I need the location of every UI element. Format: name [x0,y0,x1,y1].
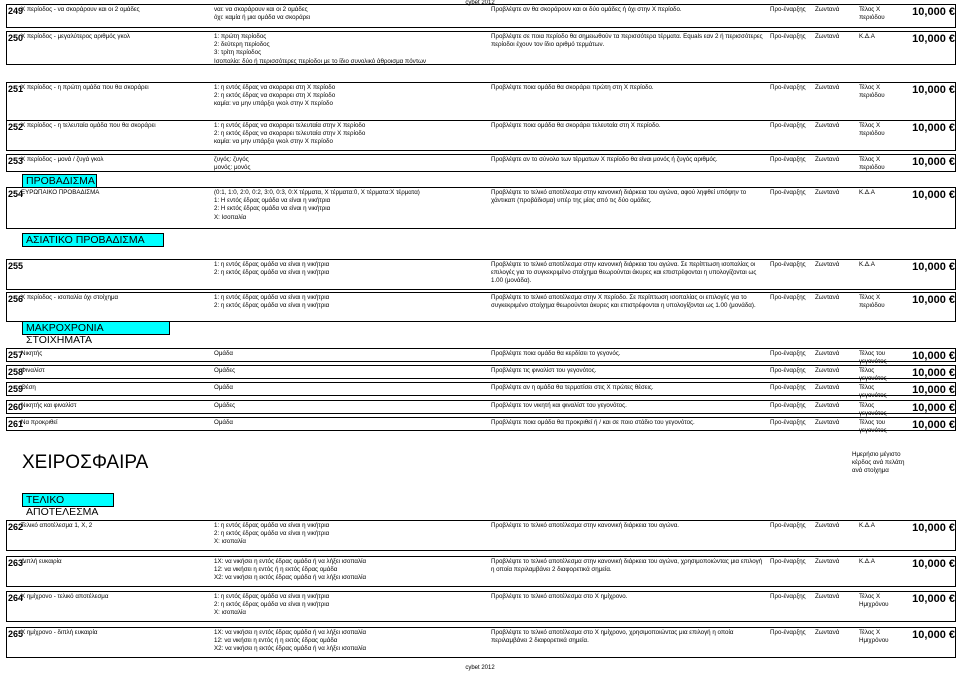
row-explanation: Προβλέψτε το τελικό αποτέλεσμα στην κανονική διάρκεια του αγώνα. Σε περίπτωση ισοπαλίας οι επιλογές για το συγκεκριμένο στοίχημα θεωρούνται άκυρες και επιστρέφονται η υπολογίζονται ως 1.00 (μονάδα). [491,261,757,285]
row-options: 1: η εντός έδρας ομάδα να είναι η νικήτρια 2: η εκτός έδρας ομάδα να είναι η νικήτρια [214,261,330,277]
row-status-pre: Προ-έναρξης [770,350,806,357]
row-status-end: Τέλος Χ περιόδου [859,122,885,138]
row-status-pre: Προ-έναρξης [770,189,806,196]
row-number: 254 [8,189,24,199]
table-row [6,417,956,435]
row-status-live: Ζωντανά [815,522,840,529]
row-status-end: Κ.Δ.Α [859,261,875,268]
row-options: 1: πρώτη περίοδος 2: δεύτερη περίοδος 3: τρίτη περίοδος Ισοπαλία: δύο ή περισσότερες περίοδοι με το ίδιο συνολικό άθροισμα πόντων [214,33,427,65]
page-footer: cybet 2012 [465,665,495,671]
row-status-end: Τέλος γεγονότος [859,367,887,383]
row-status-live: Ζωντανά [815,122,840,129]
row-max-payout: 10,000 € [912,367,955,379]
row-status-pre: Προ-έναρξης [770,122,806,129]
row-description: Χ ημίχρονο - τελικό αποτέλεσμα [21,593,109,600]
row-status-live: Ζωντανά [815,367,840,374]
row-max-payout: 10,000 € [912,384,955,396]
row-description: Χ ημίχρονο - διπλή ευκαιρία [21,629,98,636]
table-row [6,292,956,322]
row-number: 264 [8,593,24,603]
table-row [6,259,956,290]
row-description: Τελικό αποτέλεσμα 1, Χ, 2 [21,522,93,529]
row-explanation: Προβλέψτε το τελικό αποτέλεσμα στην Χ περίοδο. Σε περίπτωση ισοπαλίας οι επιλογές για το συγκεκριμένο στοίχημα θεωρούνται άκυρες και επιστρέφονται η υπολογίζονται ως 1.00 (μονάδα). [491,294,756,310]
table-row [6,120,956,151]
row-options: 1: η εντός έδρας να σκοραρει τελευταία στην Χ περίοδο 2: η εκτός έδρας να σκοραρει τελευταία στην Χ περίοδο καμία: να μην υπάρξει γκολ στην Χ περίοδο [214,122,366,146]
table-row [6,382,956,400]
row-max-payout: 10,000 € [912,419,955,431]
row-options: ζυγός: ζυγός μονός: μονός [214,156,251,172]
row-number: 255 [8,261,24,271]
table-row [6,82,956,121]
row-description: Θέση [21,384,36,391]
row-options: Ομάδα [214,419,233,426]
row-number: 260 [8,402,24,412]
table-row [6,348,956,366]
row-status-pre: Προ-έναρξης [770,84,806,91]
row-max-payout: 10,000 € [912,33,955,45]
row-status-end: Τέλος Χ περιόδου [859,84,885,100]
row-max-payout: 10,000 € [912,156,955,168]
table-row [6,31,956,65]
row-explanation: Προβλέψτε το τελικό αποτέλεσμα στην κανονική διάρκεια του αγώνα. [491,522,679,529]
row-number: 258 [8,367,24,377]
table-row [6,591,956,622]
row-status-end: Τέλος γεγονότος [859,384,887,400]
row-status-end: Τέλος του γεγονότος [859,419,887,435]
row-explanation: Προβλέψτε τον νικητή και φιναλίστ του γεγονότος. [491,402,627,409]
row-explanation: Προβλέψτε ποια ομάδα θα σκοράρει πρώτη στη Χ περίοδο. [491,84,654,91]
row-status-pre: Προ-έναρξης [770,6,806,13]
row-status-live: Ζωντανά [815,6,840,13]
row-status-live: Ζωντανά [815,350,840,357]
row-options: Ομάδα [214,384,233,391]
row-status-pre: Προ-έναρξης [770,33,806,40]
row-options: 1: η εντός έδρας ομάδα να είναι η νικήτρια 2: η εκτός έδρας ομάδα να είναι η νικήτρια Χ: ισοπαλία [214,593,330,617]
row-description: Χ περίοδος - να σκοράρουν και οι 2 ομάδες [21,6,140,13]
row-description: Να προκριθεί [21,419,58,426]
row-explanation: Προβλέψτε αν το σύνολο των τέρματων Χ περίοδο θα είναι μονός ή ζυγός αριθμός. [491,156,718,163]
row-description: Χ περίοδος - η τελευταία ομάδα που θα σκοράρει [21,122,156,129]
row-number: 251 [8,84,24,94]
row-number: 263 [8,558,24,568]
row-options: 1: η εντός έδρας να σκοραρει στη Χ περίοδο 2: η εκτός έδρας να σκοραρει στη Χ περίοδο καμία: να μην υπάρξει γκολ στην Χ περίοδο [214,84,336,108]
row-explanation: Προβλέψτε ποια ομάδα θα κερδίσει το γεγονός. [491,350,621,357]
section-asian-handicap: ΑΣΙΑΤΙΚΟ ΠΡΟΒΑΔΙΣΜΑ [22,233,164,247]
row-max-payout: 10,000 € [912,261,955,273]
row-number: 252 [8,122,24,132]
row-options: 1Χ: να νικήσει η εντός έδρας ομάδα ή να λήξει ισοπαλία 12: να νικήσει η εντός ή η εκτός έδρας ομάδα Χ2: να νικήσει η εκτός έδρας ομάδα ή να λήξει ισοπαλία [214,629,367,653]
row-status-live: Ζωντανά [815,402,840,409]
row-status-pre: Προ-έναρξης [770,367,806,374]
row-max-payout: 10,000 € [912,593,955,605]
row-status-end: Τέλος Χ Ημιχρόνου [859,629,889,645]
row-status-pre: Προ-έναρξης [770,629,806,636]
table-row [6,365,956,383]
section-handball: ΧΕΙΡΟΣΦΑΙΡΑ [22,452,149,473]
row-max-payout: 10,000 € [912,558,955,570]
row-number: 253 [8,156,24,166]
row-explanation: Προβλέψτε ποια ομάδα θα σκοράρει τελευταία στη Χ περίοδο. [491,122,661,129]
handball-note: Ημερήσιο μέγιστο κέρδος ανά πελάτη ανά στοίχημα [852,451,905,475]
row-explanation: Προβλέψτε ποια ομάδα θα προκριθεί ή / και σε ποιο στάδιο του γεγονότος. [491,419,695,426]
section-long-term: ΜΑΚΡΟΧΡΟΝΙΑ ΣΤΟΙΧΗΜΑΤΑ [22,321,170,335]
row-status-end: Τέλος Χ περιόδου [859,294,885,310]
row-status-end: Τέλος γεγονότος [859,402,887,418]
row-description: Χ περίοδος - μεγαλύτερος αριθμός γκολ [21,33,130,40]
row-status-live: Ζωντανά [815,261,840,268]
row-max-payout: 10,000 € [912,629,955,641]
table-row [6,627,956,658]
row-description: Χ περίοδος - μονά / ζυγά γκολ [21,156,104,163]
row-number: 265 [8,629,24,639]
row-status-end: Κ.Δ.Α [859,558,875,565]
page-header: cybet 2012 [465,0,495,6]
row-status-pre: Προ-έναρξης [770,593,806,600]
row-options: 1Χ: να νικήσει η εντός έδρας ομάδα ή να λήξει ισοπαλία 12: να νικήσει η εντός ή η εκτός έδρας ομάδα Χ2: να νικήσει η εκτός έδρας ομάδα ή να λήξει ισοπαλία [214,558,367,582]
row-max-payout: 10,000 € [912,189,955,201]
section-handicap: ΠΡΟΒΑΔΙΣΜΑ [22,174,97,188]
row-number: 257 [8,350,24,360]
row-options: 1: η εντός έδρας ομάδα να είναι η νικήτρια 2: η εκτός έδρας ομάδα να είναι η νικήτρια [214,294,330,310]
row-number: 250 [8,33,24,43]
row-max-payout: 10,000 € [912,122,955,134]
row-options: Ομάδες [214,402,236,409]
row-number: 259 [8,384,24,394]
row-status-end: Τέλος Χ Ημιχρόνου [859,593,889,609]
row-explanation: Προβλέψτε το τελικό αποτέλεσμα στην κανονική διάρκεια του αγώνα, αφού ληφθεί υπόψην το χάντικαπ (προβάδισμα) υπέρ της μίας από τις δύο ομάδες. [491,189,747,205]
row-explanation: Προβλέψτε αν η ομάδα θα τερματίσει στις Χ πρώτες θέσεις. [491,384,654,391]
row-status-live: Ζωντανά [815,593,840,600]
row-status-pre: Προ-έναρξης [770,419,806,426]
table-row [6,154,956,172]
row-status-live: Ζωντανά [815,189,840,196]
row-status-pre: Προ-έναρξης [770,558,806,565]
row-status-pre: Προ-έναρξης [770,294,806,301]
row-status-live: Ζωντανά [815,558,840,565]
table-row [6,187,956,229]
row-description: ΕΥΡΩΠΑΙΚΟ ΠΡΟΒΑΔΙΣΜΑ [21,189,100,196]
row-max-payout: 10,000 € [912,84,955,96]
row-max-payout: 10,000 € [912,402,955,414]
row-number: 256 [8,294,24,304]
row-description: Χ περίοδος - η πρώτη ομάδα που θα σκοράρει [21,84,149,91]
row-description: Διπλή ευκαιρία [21,558,62,565]
row-status-live: Ζωντανά [815,419,840,426]
row-options: (0:1, 1:0, 2:0, 0:2, 3:0, 0:3, 0:Χ τέρματα, Χ τέρματα:0, Χ τέρματα:Χ τέρματα) 1: Η εντός έδρας ομάδα να είναι η νικήτρια 2: Η εκτός έδρας ομάδα να είναι η νικήτρια Χ: Ισοπαλία [214,189,420,221]
row-explanation: Προβλέψτε το τελικό αποτέλεσμα στο Χ ημίχρονο. [491,593,628,600]
row-max-payout: 10,000 € [912,522,955,534]
row-options: 1: η εντός έδρας ομάδα να είναι η νικήτρια 2: η εκτός έδρας ομάδα να είναι η νικήτρια Χ: ισοπαλία [214,522,330,546]
row-status-end: Κ.Δ.Α [859,189,875,196]
row-status-live: Ζωντανά [815,294,840,301]
row-options: Ομάδες [214,367,236,374]
row-options: ναι: να σκοράρουν και οι 2 ομάδες όχι: καμία ή μια ομάδα να σκοράρει [214,6,311,22]
table-row [6,520,956,551]
row-max-payout: 10,000 € [912,294,955,306]
row-max-payout: 10,000 € [912,350,955,362]
row-description: Φιναλίστ [21,367,45,374]
row-number: 262 [8,522,24,532]
row-status-live: Ζωντανά [815,33,840,40]
row-status-live: Ζωντανά [815,384,840,391]
row-status-pre: Προ-έναρξης [770,156,806,163]
row-explanation: Προβλέψτε το τελικό αποτέλεσμα στην κανονική διάρκεια του αγώνα, χρησιμοποιώντας μια επιλογή η οποία περιλαμβάνει 2 διαφορετικά σημεία. [491,558,763,574]
row-status-end: Τέλος Χ περιόδου [859,156,885,172]
table-row [6,556,956,587]
row-status-live: Ζωντανά [815,156,840,163]
row-explanation: Προβλέψτε το τελικό αποτέλεσμα στο Χ ημίχρονο, χρησιμοποιώντας μια επιλογή η οποία περιλαμβάνει 2 διαφορετικά σημεία. [491,629,734,645]
row-description: Νικητής [21,350,43,357]
row-status-pre: Προ-έναρξης [770,522,806,529]
row-description: Χ περίοδος - ισοπαλία όχι στοίχημα [21,294,119,301]
row-status-pre: Προ-έναρξης [770,402,806,409]
row-status-end: Κ.Δ.Α [859,522,875,529]
table-row [6,400,956,418]
row-number: 261 [8,419,24,429]
row-max-payout: 10,000 € [912,6,955,18]
row-explanation: Προβλέψτε αν θα σκοράρουν και οι δύο ομάδες ή όχι στην Χ περίοδο. [491,6,682,13]
row-status-end: Τέλος Χ περιόδου [859,6,885,22]
table-row [6,4,956,28]
row-status-pre: Προ-έναρξης [770,261,806,268]
section-final-result: ΤΕΛΙΚΟ ΑΠΟΤΕΛΕΣΜΑ [22,493,114,507]
row-status-live: Ζωντανά [815,84,840,91]
row-status-end: Τέλος του γεγονότος [859,350,887,366]
row-number: 249 [8,6,24,16]
row-status-pre: Προ-έναρξης [770,384,806,391]
row-explanation: Προβλέψτε σε ποια περίοδο θα σημειωθούν τα περισσότερα τέρματα. Equals εαν 2 ή περισσότερες περίοδοι έχουν τον ίδιο αριθμό τερμάτων. [491,33,763,49]
row-explanation: Προβλέψτε τις φιναλίστ του γεγονότος. [491,367,597,374]
row-status-live: Ζωντανά [815,629,840,636]
row-description: Νικητής και φιναλίστ [21,402,77,409]
row-status-end: Κ.Δ.Α [859,33,875,40]
row-options: Ομάδα [214,350,233,357]
